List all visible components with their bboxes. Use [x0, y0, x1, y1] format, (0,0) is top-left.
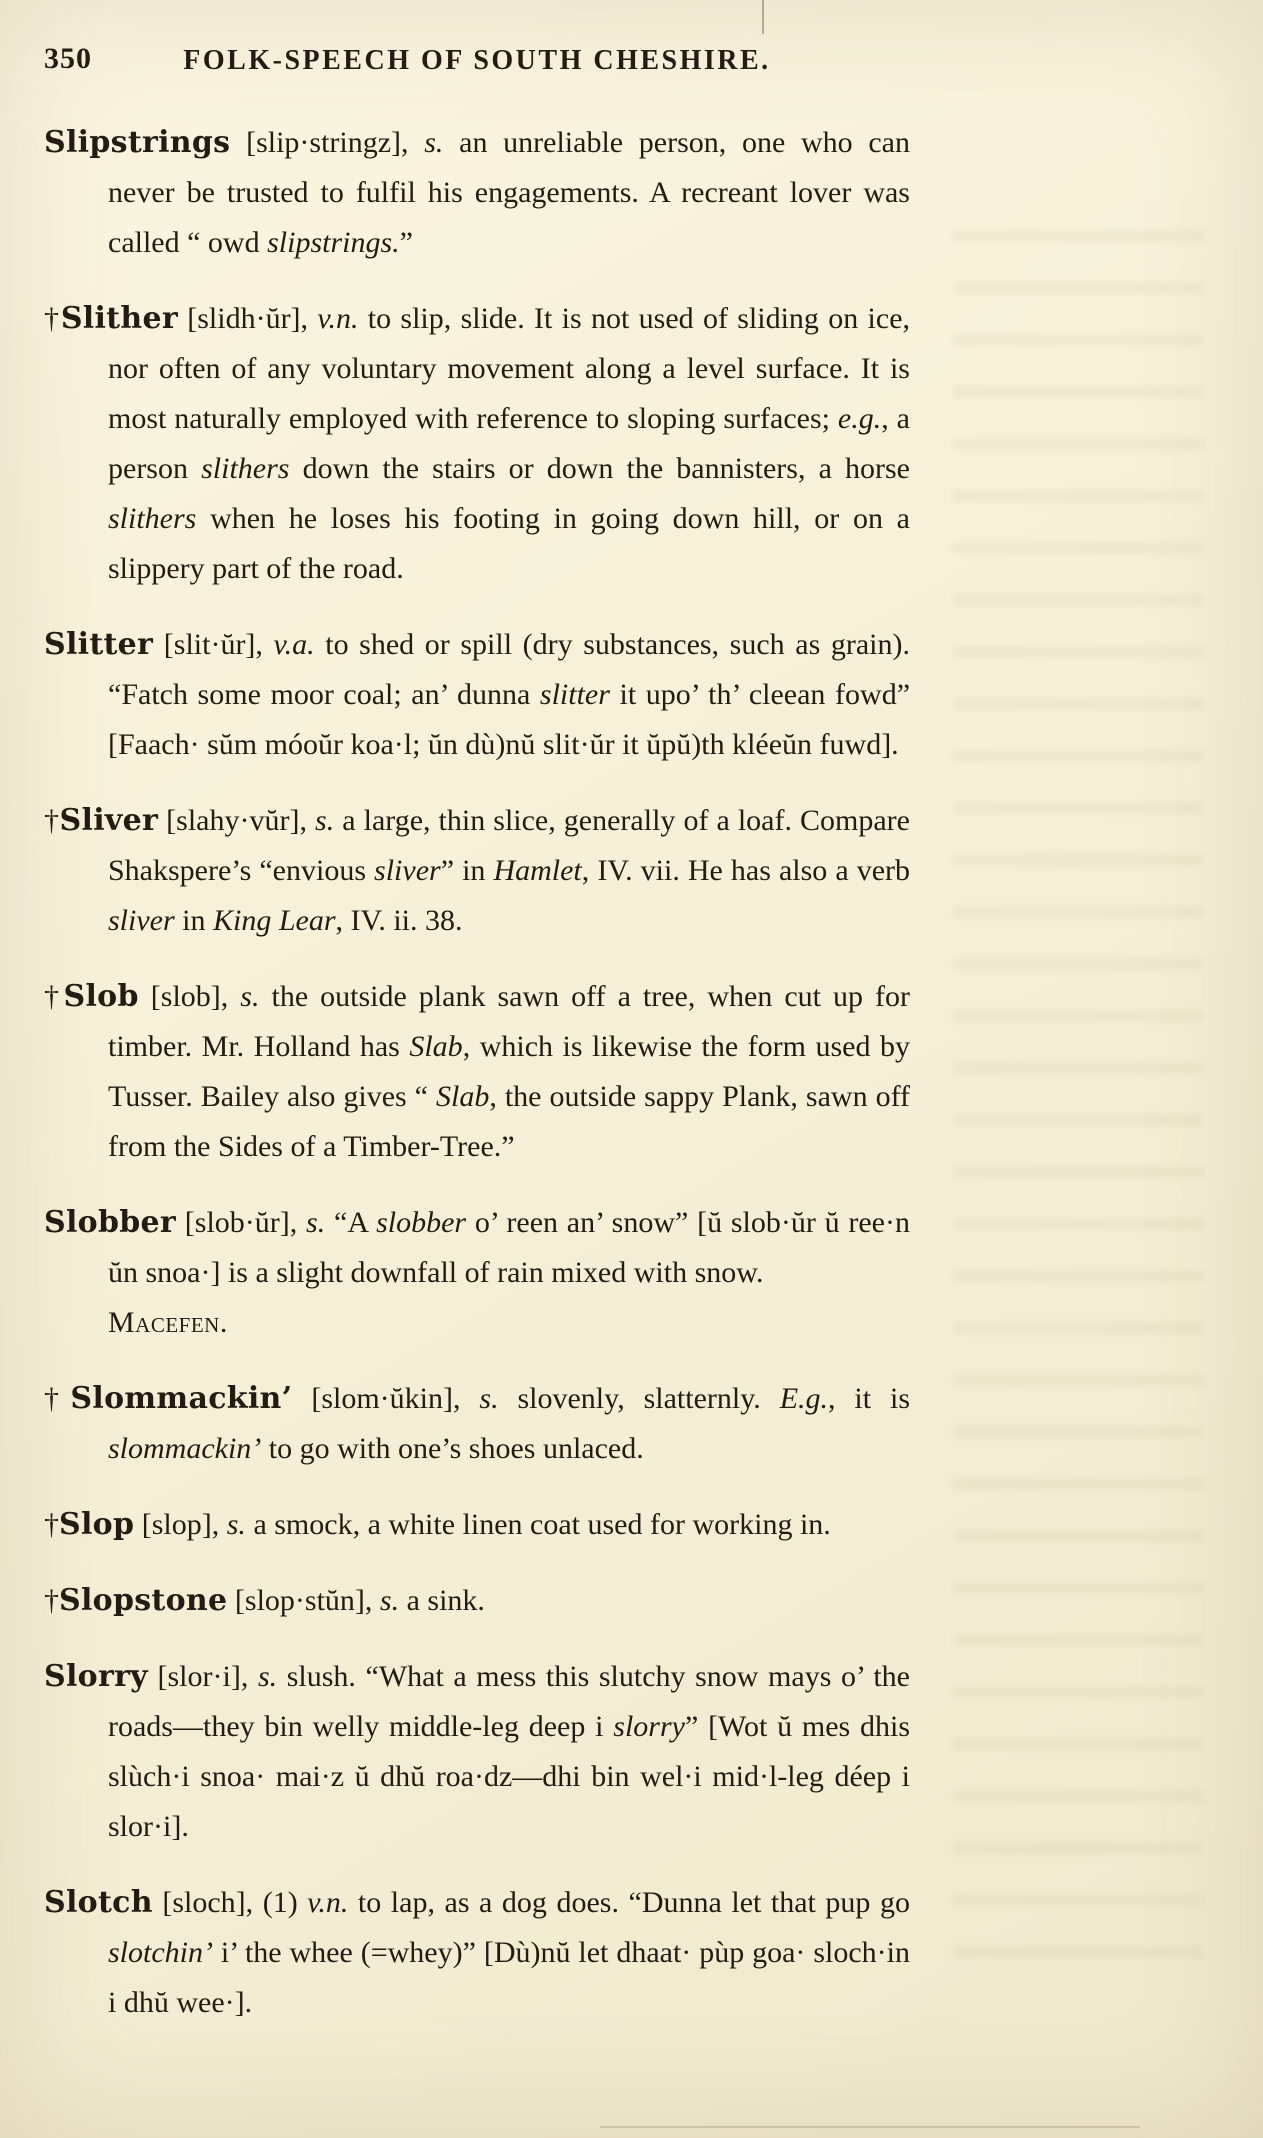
- entry-text: [slidh·ŭr],: [177, 302, 318, 335]
- entry-text: “A: [325, 1206, 377, 1239]
- entry-text: i’ the whee (=whey)” [Dù)nŭ let dhaat· pùp goa· sloch·in i dhŭ wee·].: [108, 1936, 910, 2019]
- crease-mark: [762, 0, 764, 34]
- entry-text: [slob],: [138, 980, 241, 1013]
- entry-text: Hamlet: [493, 854, 582, 887]
- headword: Slobber: [44, 1205, 177, 1240]
- entry-text: an unreliable person, one who can never be trusted to fulfil his engagements. A recreant lover was called “ owd: [108, 126, 910, 259]
- entry-text: †: [44, 1508, 59, 1541]
- entry-text: s.: [257, 1660, 278, 1693]
- entry-text: [slob·ŭr],: [176, 1206, 307, 1239]
- entry-text: s.: [226, 1508, 246, 1541]
- entry-text: [sloch], (1): [152, 1886, 308, 1919]
- entry-slither: [44, 294, 910, 594]
- entry-text: ”: [399, 226, 413, 259]
- entry-text: a large, thin slice, generally of a loaf. Compare Shakspere’s “envious: [108, 804, 910, 887]
- entry-text: slipstrings.: [267, 226, 400, 259]
- entry-text: to go with one’s shoes unlaced.: [261, 1432, 644, 1465]
- entry-text: [slip·stringz],: [230, 126, 425, 159]
- entry-text: a smock, a white linen coat used for working in.: [245, 1508, 831, 1541]
- entry-text: , it is: [828, 1382, 910, 1415]
- entry-text: [slahy·vŭr],: [158, 804, 316, 837]
- entry-text: a sink.: [399, 1584, 485, 1617]
- headword: Slotch: [44, 1885, 153, 1920]
- entry-text: slitter: [539, 678, 610, 711]
- entry-text: †: [44, 1382, 71, 1415]
- entry-text: †: [44, 804, 60, 837]
- entry-text: slithers: [108, 502, 197, 535]
- entry-text: s.: [379, 1584, 400, 1617]
- headword: Slitter: [44, 627, 154, 662]
- headword: Slorry: [44, 1659, 148, 1694]
- entry-text: it upo’ th’ cleean fowd” [Faach· sŭm móoŭr koa·l; ŭn dù)nŭ slit·ŭr it ŭpŭ)th kléeŭn fuwd].: [108, 678, 911, 761]
- entry-text: o’ reen an’ snow” [ŭ slob·ŭr ŭ ree·n ŭn snoa·] is a slight downfall of rain mixed with snow.: [108, 1206, 910, 1289]
- entry-text: Slab: [436, 1080, 490, 1113]
- entry-text: , which is likewise the form used by Tusser. Bailey also gives “: [108, 1030, 910, 1113]
- entry-text: , IV. vii. He has also a verb: [581, 854, 910, 887]
- page-number: 350: [44, 42, 92, 75]
- headword: Slipstrings: [44, 125, 231, 160]
- entry-text: slotchin’: [108, 1936, 213, 1969]
- entry-slop: [44, 1500, 910, 1550]
- entry-slopstone: [44, 1576, 910, 1626]
- entry-sliver: [44, 796, 910, 946]
- entry-text: to lap, as a dog does. “Dunna let that pup go: [348, 1886, 910, 1919]
- entry-text: E.g.: [779, 1382, 829, 1415]
- headword: Slob: [63, 979, 139, 1014]
- entry-text: s.: [240, 980, 260, 1013]
- entry-text: to shed or spill (dry substances, such as grain). “Fatch some moor coal; an’ dunna: [108, 628, 910, 711]
- entry-text: slovenly, slatternly.: [498, 1382, 780, 1415]
- entry-slitter: [44, 620, 910, 770]
- entry-text: [slom·ŭkin],: [292, 1382, 480, 1415]
- entry-text: slommackin’: [108, 1432, 262, 1465]
- entry-slotch: [44, 1878, 910, 2028]
- entry-slipstrings: [44, 118, 910, 268]
- entry-text: slorry: [613, 1710, 685, 1743]
- headword: Slommackin’: [70, 1381, 293, 1416]
- entry-text: sliver: [374, 854, 441, 887]
- entry-text: down the stairs or down the bannisters, a horse: [289, 452, 910, 485]
- entry-text: s.: [424, 126, 444, 159]
- glossary-entries: [44, 118, 910, 2028]
- entry-text: v.n.: [307, 1886, 349, 1919]
- entry-slommackin: [44, 1374, 910, 1474]
- headword: Slither: [60, 301, 178, 336]
- show-through-texture: [953, 210, 1203, 1960]
- place-attribution: Macefen.: [108, 1306, 228, 1339]
- entry-text: ” [Wot ŭ mes dhis slùch·i snoa· mai·z ŭ dhŭ roa·dz—dhi bin wel·i mid·l-leg déep i slor·i].: [108, 1710, 911, 1843]
- entry-text: [slop],: [134, 1508, 227, 1541]
- entry-text: slithers: [201, 452, 290, 485]
- entry-text: s.: [479, 1382, 499, 1415]
- scan-artifact-line: [600, 2126, 1140, 2128]
- entry-text: slobber: [376, 1206, 467, 1239]
- page-title: FOLK-SPEECH OF SOUTH CHESHIRE.: [183, 45, 771, 76]
- entry-text: to slip, slide. It is not used of sliding on ice, nor often of any voluntary movement along a level surface. It is most naturally employed with reference to sloping surfaces;: [108, 302, 911, 435]
- entry-text: s.: [315, 804, 335, 837]
- running-header: [44, 42, 910, 86]
- entry-text: , a person: [108, 402, 910, 485]
- entry-text: [slit·ŭr],: [153, 628, 274, 661]
- entry-text: slush. “What a mess this slutchy snow mays o’ the roads—they bin welly middle-leg deep i: [108, 1660, 910, 1743]
- entry-text: †: [44, 1584, 59, 1617]
- entry-text: ” in: [440, 854, 494, 887]
- headword: Slop: [59, 1507, 135, 1542]
- entry-text: [slop·stŭn],: [227, 1584, 380, 1617]
- entry-text: when he loses his footing in going down hill, or on a slippery part of the road.: [108, 502, 910, 585]
- entry-text: , IV. ii. 38.: [335, 904, 463, 937]
- entry-text: King Lear: [213, 904, 336, 937]
- entry-text: s.: [306, 1206, 326, 1239]
- entry-text: e.g.: [837, 402, 882, 435]
- entry-text: the outside plank sawn off a tree, when cut up for timber. Mr. Holland has: [108, 980, 911, 1063]
- entry-text: Slab: [409, 1030, 463, 1063]
- entry-slorry: [44, 1652, 910, 1852]
- headword: Slopstone: [59, 1583, 228, 1618]
- entry-text: v.a.: [273, 628, 315, 661]
- entry-text: in: [174, 904, 213, 937]
- entry-text: †: [44, 302, 61, 335]
- entry-slobber: [44, 1198, 910, 1348]
- headword: Sliver: [59, 803, 159, 838]
- entry-text: v.n.: [317, 302, 359, 335]
- entry-slob: [44, 972, 910, 1172]
- entry-text: [slor·i],: [147, 1660, 258, 1693]
- entry-text: †: [44, 980, 64, 1013]
- entry-text: , the outside sappy Plank, sawn off from the Sides of a Timber-Tree.”: [108, 1080, 911, 1163]
- entry-text: sliver: [108, 904, 175, 937]
